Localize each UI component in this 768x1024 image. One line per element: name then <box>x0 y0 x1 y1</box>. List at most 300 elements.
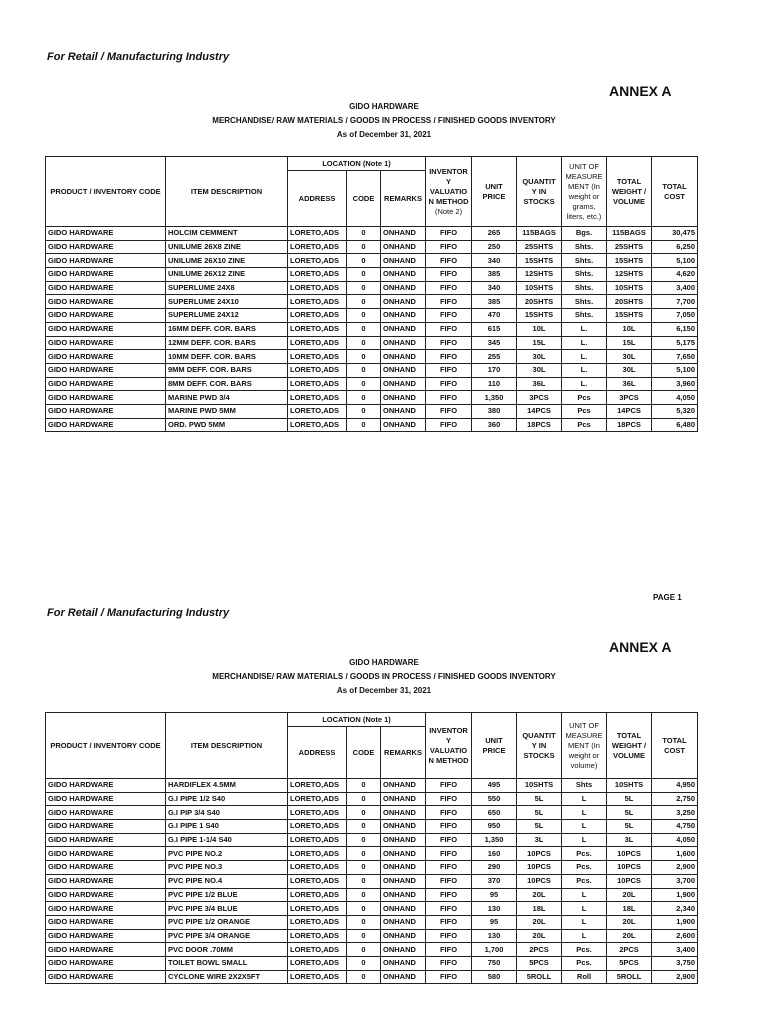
cell-quantity: 20L <box>517 888 562 902</box>
cell-valuation-method: FIFO <box>426 268 472 282</box>
cell-valuation-method: FIFO <box>426 240 472 254</box>
cell-unit-price: 750 <box>472 956 517 970</box>
cell-unit-price: 650 <box>472 806 517 820</box>
cell-unit-price: 385 <box>472 295 517 309</box>
header-address: ADDRESS <box>288 171 347 227</box>
cell-unit: L <box>562 833 607 847</box>
cell-total-cost: 3,250 <box>652 806 698 820</box>
cell-quantity: 30L <box>517 350 562 364</box>
cell-unit: L. <box>562 322 607 336</box>
cell-address: LORETO,ADS <box>288 779 347 793</box>
cell-code: 0 <box>347 309 381 323</box>
cell-product-code: GIDO HARDWARE <box>46 281 166 295</box>
cell-address: LORETO,ADS <box>288 363 347 377</box>
cell-quantity: 25SHTS <box>517 240 562 254</box>
cell-product-code: GIDO HARDWARE <box>46 227 166 241</box>
cell-product-code: GIDO HARDWARE <box>46 377 166 391</box>
cell-quantity: 3L <box>517 833 562 847</box>
cell-total-cost: 3,400 <box>652 281 698 295</box>
cell-total-weight: 25SHTS <box>607 240 652 254</box>
cell-item-description: G.I PIPE 1 S40 <box>166 820 288 834</box>
cell-valuation-method: FIFO <box>426 847 472 861</box>
cell-unit: Pcs. <box>562 956 607 970</box>
cell-total-cost: 3,400 <box>652 943 698 957</box>
cell-valuation-method: FIFO <box>426 874 472 888</box>
cell-code: 0 <box>347 322 381 336</box>
cell-total-weight: 20L <box>607 915 652 929</box>
cell-product-code: GIDO HARDWARE <box>46 888 166 902</box>
cell-address: LORETO,ADS <box>288 902 347 916</box>
cell-valuation-method: FIFO <box>426 820 472 834</box>
cell-item-description: UNILUME 26X12 ZINE <box>166 268 288 282</box>
annex-title: ANNEX A <box>609 639 672 655</box>
cell-valuation-method: FIFO <box>426 929 472 943</box>
cell-unit: Pcs. <box>562 861 607 875</box>
table-row <box>46 970 698 984</box>
cell-address: LORETO,ADS <box>288 970 347 984</box>
cell-quantity: 5L <box>517 792 562 806</box>
cell-item-description: PVC PIPE 1/2 BLUE <box>166 888 288 902</box>
cell-total-weight: 2PCS <box>607 943 652 957</box>
cell-code: 0 <box>347 902 381 916</box>
cell-total-cost: 3,700 <box>652 874 698 888</box>
cell-unit: Shts. <box>562 254 607 268</box>
table-row <box>46 268 698 282</box>
cell-code: 0 <box>347 806 381 820</box>
cell-item-description: SUPERLUME 24X8 <box>166 281 288 295</box>
cell-total-weight: 10PCS <box>607 847 652 861</box>
cell-total-weight: 15L <box>607 336 652 350</box>
table-row <box>46 391 698 405</box>
cell-product-code: GIDO HARDWARE <box>46 874 166 888</box>
cell-total-cost: 3,750 <box>652 956 698 970</box>
cell-total-weight: 15SHTS <box>607 254 652 268</box>
cell-code: 0 <box>347 861 381 875</box>
cell-remarks: ONHAND <box>381 792 426 806</box>
cell-quantity: 10PCS <box>517 861 562 875</box>
table-row <box>46 888 698 902</box>
table-row <box>46 915 698 929</box>
cell-total-weight: 10SHTS <box>607 281 652 295</box>
cell-quantity: 115BAGS <box>517 227 562 241</box>
cell-product-code: GIDO HARDWARE <box>46 833 166 847</box>
cell-valuation-method: FIFO <box>426 418 472 432</box>
cell-total-weight: 10L <box>607 322 652 336</box>
cell-unit-price: 160 <box>472 847 517 861</box>
cell-remarks: ONHAND <box>381 391 426 405</box>
cell-unit-price: 615 <box>472 322 517 336</box>
header-code: CODE <box>347 727 381 779</box>
header-product-code: PRODUCT / INVENTORY CODE <box>46 713 166 779</box>
header-unit-price: UNIT PRICE <box>472 713 517 779</box>
cell-total-weight: 15SHTS <box>607 309 652 323</box>
cell-unit: Shts <box>562 779 607 793</box>
cell-unit: Pcs. <box>562 943 607 957</box>
header-product-code: PRODUCT / INVENTORY CODE <box>46 157 166 227</box>
cell-quantity: 10PCS <box>517 874 562 888</box>
cell-address: LORETO,ADS <box>288 956 347 970</box>
cell-total-weight: 5L <box>607 806 652 820</box>
cell-code: 0 <box>347 833 381 847</box>
cell-address: LORETO,ADS <box>288 377 347 391</box>
cell-item-description: 16MM DEFF. COR. BARS <box>166 322 288 336</box>
cell-unit-price: 95 <box>472 915 517 929</box>
cell-item-description: TOILET BOWL SMALL <box>166 956 288 970</box>
cell-unit: L. <box>562 350 607 364</box>
cell-quantity: 5L <box>517 806 562 820</box>
header-unit-of-measurement: UNIT OF MEASURE MENT (In weight or grams, liters, etc.) <box>562 157 607 227</box>
cell-unit-price: 130 <box>472 902 517 916</box>
cell-unit: Pcs. <box>562 874 607 888</box>
cell-item-description: PVC PIPE NO.3 <box>166 861 288 875</box>
cell-unit-price: 290 <box>472 861 517 875</box>
cell-unit: L <box>562 929 607 943</box>
cell-unit: Pcs <box>562 418 607 432</box>
cell-unit-price: 130 <box>472 929 517 943</box>
cell-unit: Shts. <box>562 309 607 323</box>
cell-remarks: ONHAND <box>381 295 426 309</box>
cell-total-cost: 5,320 <box>652 404 698 418</box>
cell-product-code: GIDO HARDWARE <box>46 847 166 861</box>
cell-product-code: GIDO HARDWARE <box>46 336 166 350</box>
cell-quantity: 5PCS <box>517 956 562 970</box>
header-quantity: QUANTIT Y IN STOCKS <box>517 713 562 779</box>
cell-unit: L <box>562 792 607 806</box>
cell-total-cost: 4,620 <box>652 268 698 282</box>
cell-valuation-method: FIFO <box>426 336 472 350</box>
cell-item-description: MARINE PWD 3/4 <box>166 391 288 405</box>
header-location: LOCATION (Note 1) <box>288 713 426 727</box>
valuation-note: (Note 2) <box>434 206 463 216</box>
cell-unit: L. <box>562 377 607 391</box>
cell-item-description: PVC DOOR .70MM <box>166 943 288 957</box>
cell-total-weight: 5L <box>607 792 652 806</box>
cell-remarks: ONHAND <box>381 943 426 957</box>
cell-address: LORETO,ADS <box>288 943 347 957</box>
cell-valuation-method: FIFO <box>426 833 472 847</box>
cell-product-code: GIDO HARDWARE <box>46 309 166 323</box>
cell-quantity: 12SHTS <box>517 268 562 282</box>
cell-product-code: GIDO HARDWARE <box>46 902 166 916</box>
cell-unit-price: 340 <box>472 281 517 295</box>
cell-valuation-method: FIFO <box>426 322 472 336</box>
cell-total-weight: 5PCS <box>607 956 652 970</box>
cell-quantity: 14PCS <box>517 404 562 418</box>
cell-address: LORETO,ADS <box>288 820 347 834</box>
cell-code: 0 <box>347 970 381 984</box>
cell-remarks: ONHAND <box>381 779 426 793</box>
cell-product-code: GIDO HARDWARE <box>46 363 166 377</box>
cell-remarks: ONHAND <box>381 418 426 432</box>
cell-address: LORETO,ADS <box>288 295 347 309</box>
cell-code: 0 <box>347 792 381 806</box>
cell-code: 0 <box>347 779 381 793</box>
cell-item-description: PVC PIPE 1/2 ORANGE <box>166 915 288 929</box>
cell-remarks: ONHAND <box>381 350 426 364</box>
cell-unit: L <box>562 806 607 820</box>
cell-total-weight: 36L <box>607 377 652 391</box>
cell-address: LORETO,ADS <box>288 847 347 861</box>
table-row <box>46 956 698 970</box>
cell-unit-price: 1,700 <box>472 943 517 957</box>
cell-code: 0 <box>347 847 381 861</box>
cell-item-description: UNILUME 26X8 ZINE <box>166 240 288 254</box>
cell-unit: Shts. <box>562 240 607 254</box>
cell-total-weight: 10PCS <box>607 861 652 875</box>
cell-item-description: ORD. PWD 5MM <box>166 418 288 432</box>
cell-valuation-method: FIFO <box>426 779 472 793</box>
cell-product-code: GIDO HARDWARE <box>46 792 166 806</box>
cell-valuation-method: FIFO <box>426 309 472 323</box>
cell-unit-price: 1,350 <box>472 833 517 847</box>
table-row <box>46 281 698 295</box>
cell-item-description: 12MM DEFF. COR. BARS <box>166 336 288 350</box>
cell-total-cost: 4,950 <box>652 779 698 793</box>
cell-total-cost: 2,900 <box>652 970 698 984</box>
cell-valuation-method: FIFO <box>426 227 472 241</box>
industry-label: For Retail / Manufacturing Industry <box>47 607 230 619</box>
cell-total-cost: 5,175 <box>652 336 698 350</box>
cell-address: LORETO,ADS <box>288 833 347 847</box>
cell-unit-price: 580 <box>472 970 517 984</box>
valuation-label: INVENTOR Y VALUATIO N METHOD <box>428 725 469 765</box>
page-number: PAGE 1 <box>653 593 682 602</box>
header-total-cost: TOTAL COST <box>652 157 698 227</box>
cell-address: LORETO,ADS <box>288 309 347 323</box>
cell-total-weight: 20L <box>607 888 652 902</box>
header-item-description: ITEM DESCRIPTION <box>166 157 288 227</box>
cell-unit-price: 470 <box>472 309 517 323</box>
header-valuation-method <box>426 713 472 779</box>
cell-remarks: ONHAND <box>381 227 426 241</box>
cell-unit: Shts. <box>562 295 607 309</box>
cell-unit: L <box>562 915 607 929</box>
cell-total-weight: 18L <box>607 902 652 916</box>
cell-item-description: 8MM DEFF. COR. BARS <box>166 377 288 391</box>
table-row <box>46 874 698 888</box>
header-valuation-method <box>426 157 472 227</box>
cell-quantity: 36L <box>517 377 562 391</box>
cell-address: LORETO,ADS <box>288 404 347 418</box>
cell-item-description: PVC PIPE NO.4 <box>166 874 288 888</box>
cell-product-code: GIDO HARDWARE <box>46 418 166 432</box>
header-total-weight: TOTAL WEIGHT / VOLUME <box>607 713 652 779</box>
cell-address: LORETO,ADS <box>288 929 347 943</box>
cell-quantity: 2PCS <box>517 943 562 957</box>
cell-product-code: GIDO HARDWARE <box>46 240 166 254</box>
cell-total-weight: 5L <box>607 820 652 834</box>
cell-valuation-method: FIFO <box>426 281 472 295</box>
header-remarks: REMARKS <box>381 171 426 227</box>
cell-remarks: ONHAND <box>381 874 426 888</box>
cell-code: 0 <box>347 915 381 929</box>
cell-quantity: 10PCS <box>517 847 562 861</box>
cell-product-code: GIDO HARDWARE <box>46 929 166 943</box>
cell-product-code: GIDO HARDWARE <box>46 820 166 834</box>
cell-total-weight: 3L <box>607 833 652 847</box>
cell-quantity: 15SHTS <box>517 309 562 323</box>
header-unit-of-measurement: UNIT OF MEASURE MENT (In weight or volume) <box>562 713 607 779</box>
cell-unit-price: 950 <box>472 820 517 834</box>
cell-quantity: 18PCS <box>517 418 562 432</box>
report-date: As of December 31, 2021 <box>336 686 432 695</box>
cell-quantity: 5L <box>517 820 562 834</box>
cell-valuation-method: FIFO <box>426 792 472 806</box>
cell-address: LORETO,ADS <box>288 861 347 875</box>
cell-quantity: 10SHTS <box>517 779 562 793</box>
industry-label: For Retail / Manufacturing Industry <box>47 51 230 63</box>
cell-item-description: UNILUME 26X10 ZINE <box>166 254 288 268</box>
cell-remarks: ONHAND <box>381 915 426 929</box>
cell-code: 0 <box>347 391 381 405</box>
cell-item-description: 9MM DEFF. COR. BARS <box>166 363 288 377</box>
table-row <box>46 254 698 268</box>
cell-unit-price: 345 <box>472 336 517 350</box>
cell-address: LORETO,ADS <box>288 227 347 241</box>
cell-total-cost: 6,250 <box>652 240 698 254</box>
cell-unit-price: 495 <box>472 779 517 793</box>
header-unit-price: UNIT PRICE <box>472 157 517 227</box>
cell-valuation-method: FIFO <box>426 363 472 377</box>
cell-valuation-method: FIFO <box>426 902 472 916</box>
cell-total-cost: 7,650 <box>652 350 698 364</box>
cell-code: 0 <box>347 336 381 350</box>
cell-total-weight: 3PCS <box>607 391 652 405</box>
cell-code: 0 <box>347 418 381 432</box>
cell-remarks: ONHAND <box>381 847 426 861</box>
header-code: CODE <box>347 171 381 227</box>
cell-total-weight: 20SHTS <box>607 295 652 309</box>
cell-valuation-method: FIFO <box>426 943 472 957</box>
cell-item-description: SUPERLUME 24X12 <box>166 309 288 323</box>
inventory-table <box>45 156 698 432</box>
annex-title: ANNEX A <box>609 83 672 99</box>
cell-code: 0 <box>347 254 381 268</box>
cell-remarks: ONHAND <box>381 268 426 282</box>
cell-code: 0 <box>347 363 381 377</box>
cell-valuation-method: FIFO <box>426 861 472 875</box>
cell-unit-price: 110 <box>472 377 517 391</box>
table-row <box>46 240 698 254</box>
cell-address: LORETO,ADS <box>288 792 347 806</box>
cell-item-description: SUPERLUME 24X10 <box>166 295 288 309</box>
cell-remarks: ONHAND <box>381 336 426 350</box>
cell-product-code: GIDO HARDWARE <box>46 322 166 336</box>
cell-address: LORETO,ADS <box>288 336 347 350</box>
cell-unit: Shts. <box>562 268 607 282</box>
cell-quantity: 15L <box>517 336 562 350</box>
cell-total-weight: 30L <box>607 350 652 364</box>
cell-valuation-method: FIFO <box>426 404 472 418</box>
cell-product-code: GIDO HARDWARE <box>46 806 166 820</box>
cell-total-cost: 3,960 <box>652 377 698 391</box>
cell-valuation-method: FIFO <box>426 391 472 405</box>
table-row <box>46 820 698 834</box>
cell-address: LORETO,ADS <box>288 254 347 268</box>
cell-code: 0 <box>347 820 381 834</box>
cell-remarks: ONHAND <box>381 820 426 834</box>
cell-code: 0 <box>347 404 381 418</box>
cell-total-cost: 1,600 <box>652 847 698 861</box>
table-row <box>46 806 698 820</box>
cell-unit-price: 255 <box>472 350 517 364</box>
header-item-description: ITEM DESCRIPTION <box>166 713 288 779</box>
cell-unit-price: 550 <box>472 792 517 806</box>
cell-valuation-method: FIFO <box>426 970 472 984</box>
header-address: ADDRESS <box>288 727 347 779</box>
table-row <box>46 404 698 418</box>
cell-remarks: ONHAND <box>381 309 426 323</box>
cell-quantity: 20L <box>517 915 562 929</box>
cell-remarks: ONHAND <box>381 281 426 295</box>
cell-address: LORETO,ADS <box>288 888 347 902</box>
cell-address: LORETO,ADS <box>288 350 347 364</box>
cell-total-weight: 10SHTS <box>607 779 652 793</box>
cell-unit-price: 385 <box>472 268 517 282</box>
cell-unit: L <box>562 820 607 834</box>
table-row <box>46 943 698 957</box>
table-row <box>46 902 698 916</box>
cell-total-cost: 5,100 <box>652 254 698 268</box>
cell-quantity: 20SHTS <box>517 295 562 309</box>
cell-total-cost: 1,900 <box>652 915 698 929</box>
table-row <box>46 929 698 943</box>
table-row <box>46 861 698 875</box>
table-row <box>46 833 698 847</box>
cell-total-cost: 2,340 <box>652 902 698 916</box>
cell-total-cost: 5,100 <box>652 363 698 377</box>
cell-total-cost: 6,150 <box>652 322 698 336</box>
cell-code: 0 <box>347 268 381 282</box>
cell-unit-price: 265 <box>472 227 517 241</box>
cell-remarks: ONHAND <box>381 363 426 377</box>
cell-total-weight: 14PCS <box>607 404 652 418</box>
cell-total-cost: 2,750 <box>652 792 698 806</box>
cell-code: 0 <box>347 377 381 391</box>
table-row <box>46 336 698 350</box>
report-date: As of December 31, 2021 <box>336 130 432 139</box>
cell-item-description: MARINE PWD 5MM <box>166 404 288 418</box>
cell-product-code: GIDO HARDWARE <box>46 350 166 364</box>
cell-valuation-method: FIFO <box>426 295 472 309</box>
cell-unit-price: 1,350 <box>472 391 517 405</box>
cell-code: 0 <box>347 350 381 364</box>
table-row <box>46 792 698 806</box>
company-name: GIDO HARDWARE <box>349 102 419 111</box>
table-row <box>46 377 698 391</box>
table-row <box>46 227 698 241</box>
cell-item-description: PVC PIPE 3/4 ORANGE <box>166 929 288 943</box>
cell-product-code: GIDO HARDWARE <box>46 943 166 957</box>
cell-total-cost: 30,475 <box>652 227 698 241</box>
cell-valuation-method: FIFO <box>426 806 472 820</box>
cell-remarks: ONHAND <box>381 322 426 336</box>
cell-quantity: 5ROLL <box>517 970 562 984</box>
cell-total-cost: 6,480 <box>652 418 698 432</box>
cell-product-code: GIDO HARDWARE <box>46 391 166 405</box>
cell-total-cost: 4,050 <box>652 833 698 847</box>
cell-item-description: G.I PIPE 1-1/4 S40 <box>166 833 288 847</box>
header-quantity: QUANTIT Y IN STOCKS <box>517 157 562 227</box>
cell-unit-price: 170 <box>472 363 517 377</box>
cell-product-code: GIDO HARDWARE <box>46 779 166 793</box>
cell-unit: Roll <box>562 970 607 984</box>
cell-remarks: ONHAND <box>381 861 426 875</box>
cell-total-cost: 2,900 <box>652 861 698 875</box>
cell-valuation-method: FIFO <box>426 888 472 902</box>
cell-remarks: ONHAND <box>381 404 426 418</box>
cell-remarks: ONHAND <box>381 970 426 984</box>
